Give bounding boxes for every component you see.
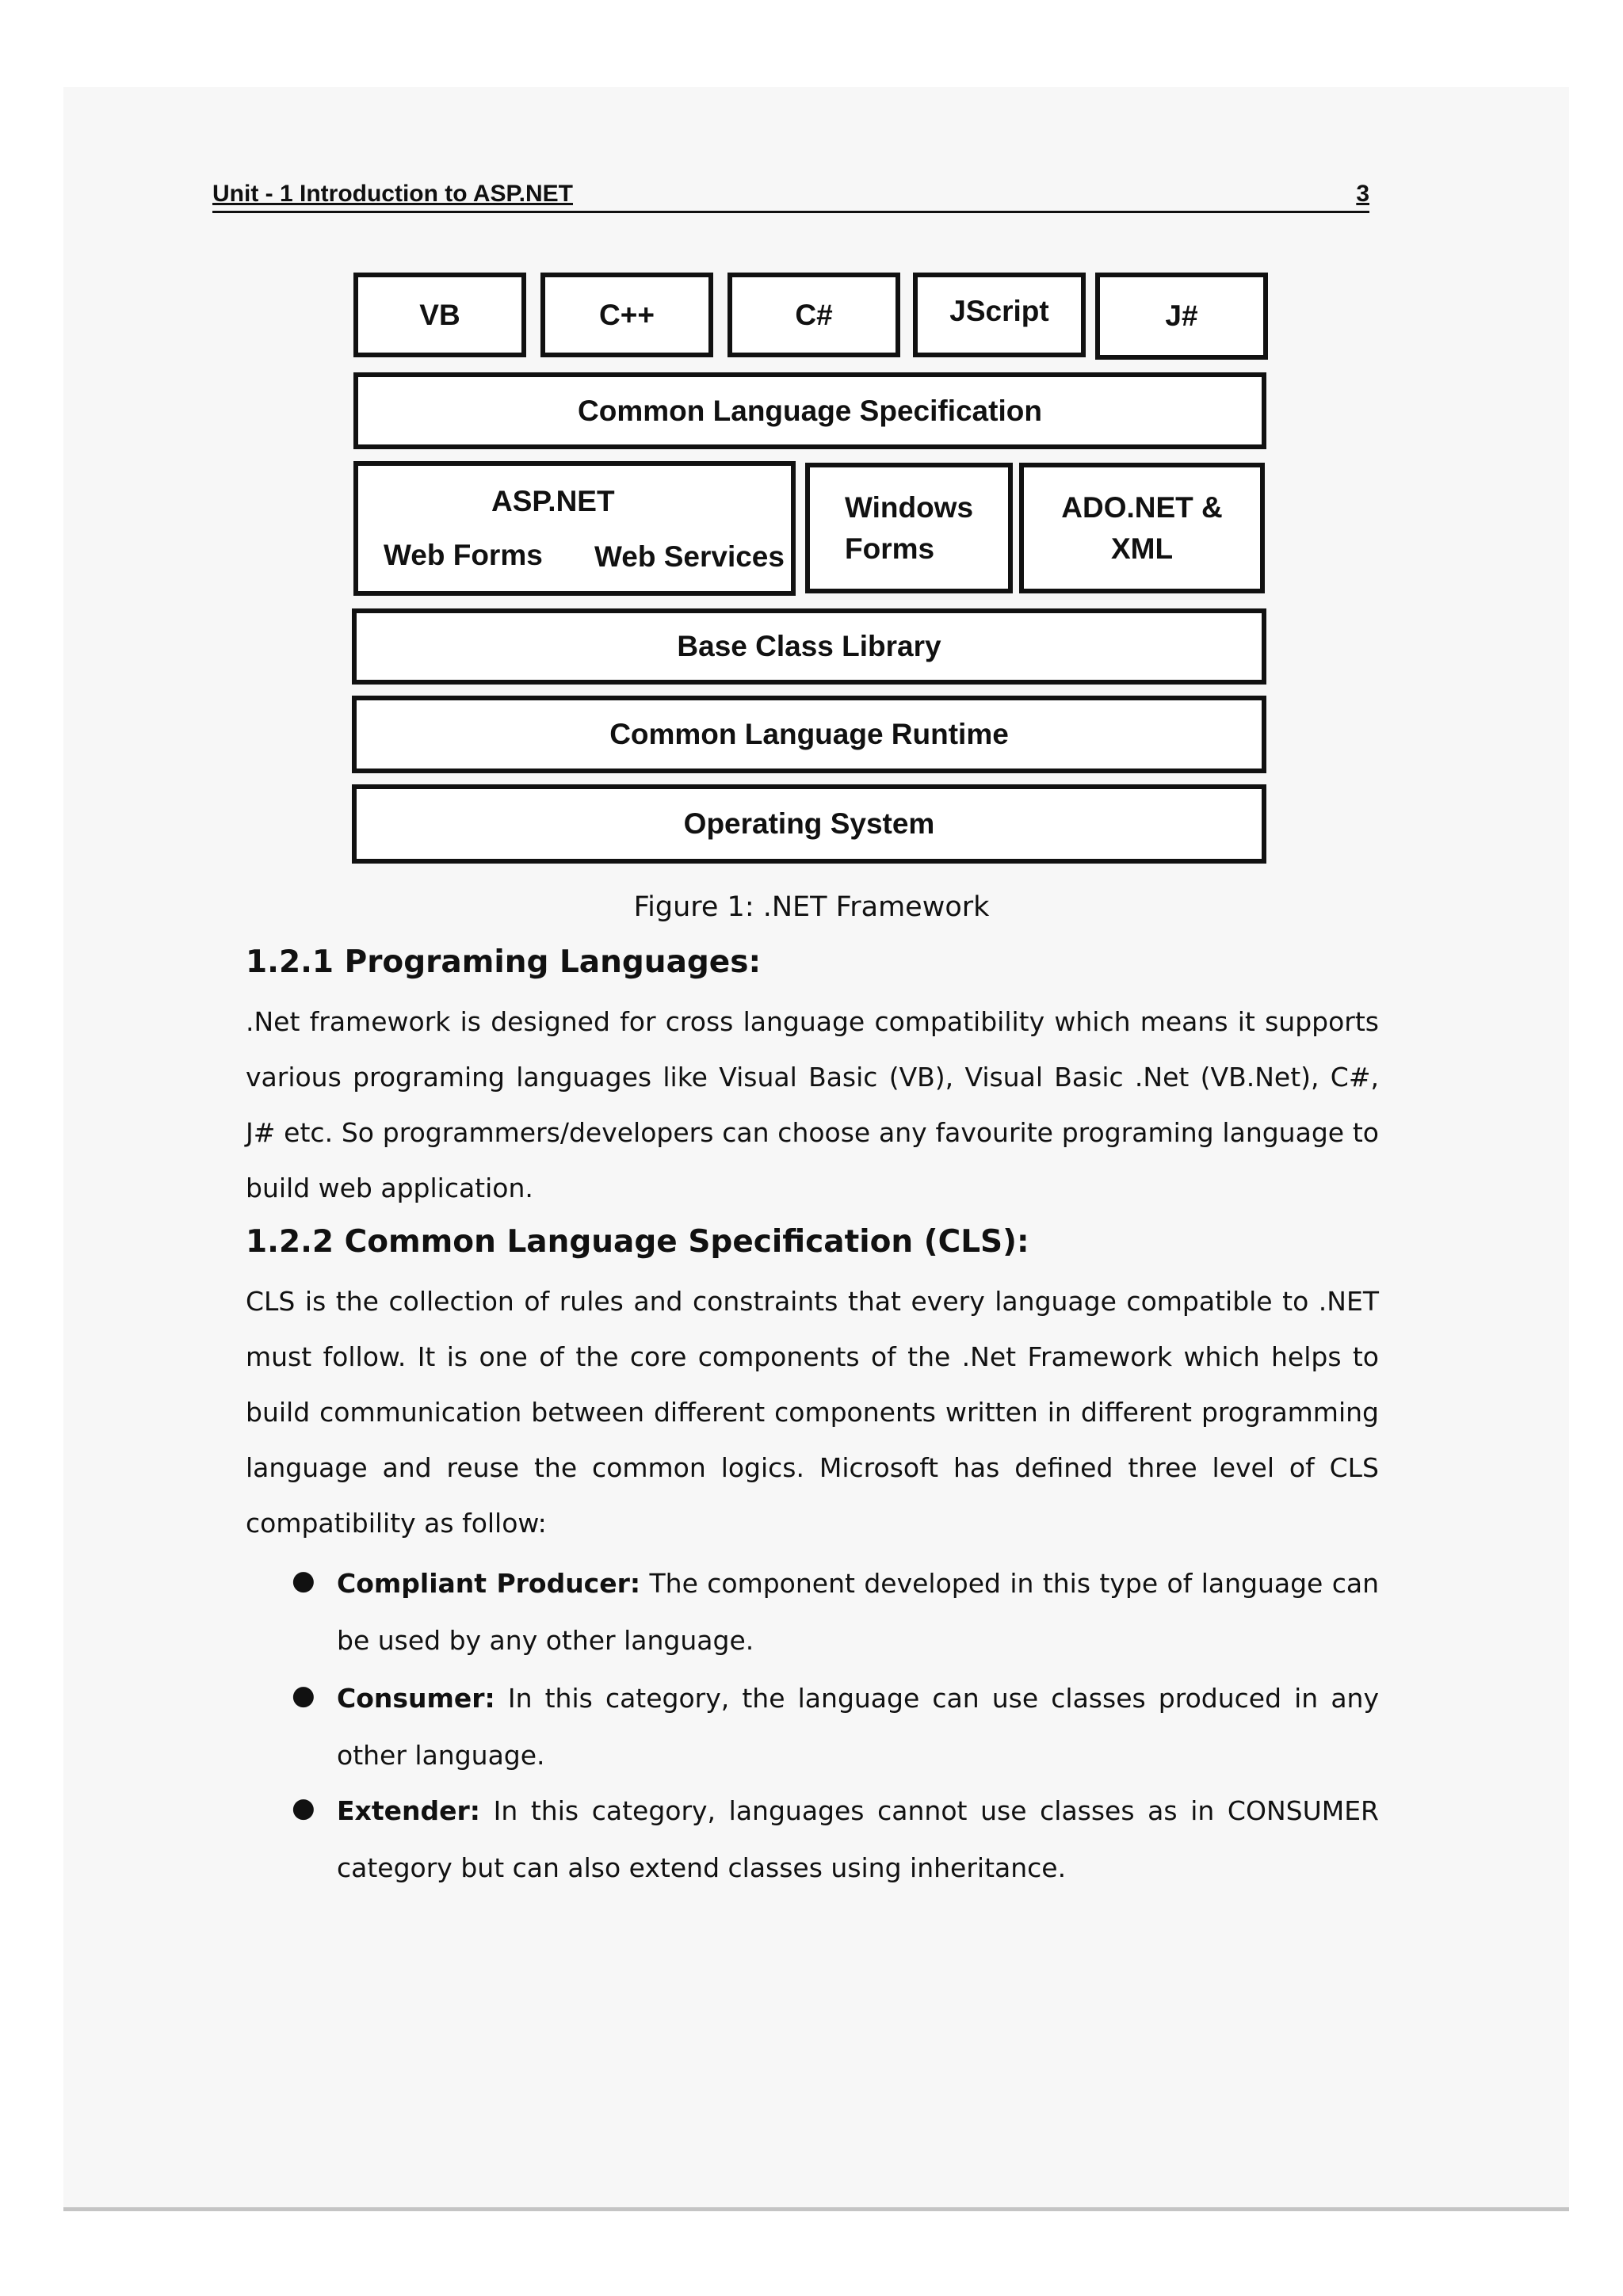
list-item: Compliant Producer: The component developed in this type of language can be used by any other language. — [337, 1568, 1379, 1656]
lang-box-vb: VB — [353, 273, 526, 357]
paragraph-cls: CLS is the collection of rules and constraints that every language compatible to .NET must follow. It is one of the core components of the .Net Framework which helps to build communication between different components written in different programming language and reuse the common logics. Microsoft has defined three level of CLS compatibility as follow: — [246, 1286, 1379, 1539]
page-header — [212, 181, 1369, 213]
header-title: Unit - 1 Introduction to ASP.NET — [212, 181, 573, 207]
section-heading-cls: 1.2.2 Common Language Specification (CLS): — [246, 1224, 1029, 1260]
list-item: Consumer: In this category, the language can use classes produced in any other language. — [337, 1683, 1379, 1771]
lang-box-csharp: C# — [727, 273, 900, 357]
page-bottom-border — [63, 2207, 1569, 2211]
aspnet-title: ASP.NET — [491, 485, 615, 517]
windows-forms-box: Windows Forms — [805, 463, 1013, 593]
paragraph-programing-languages: .Net framework is designed for cross language compatibility which means it supports various programing languages like Visual Basic (VB), Visual Basic .Net (VB.Net), C#, J# etc. So programmers/developers can choose any favourite programing language to build web application. — [246, 1006, 1379, 1203]
bullet-marker: ● — [292, 1792, 315, 1824]
lang-box-cpp: C++ — [540, 273, 713, 357]
figure-caption: Figure 1: .NET Framework — [633, 891, 990, 923]
bullet-marker: ● — [292, 1680, 315, 1711]
web-services-label: Web Services — [594, 540, 785, 573]
clr-box: Common Language Runtime — [352, 696, 1266, 773]
bullet-marker: ● — [292, 1565, 315, 1596]
cls-box: Common Language Specification — [353, 372, 1266, 449]
aspnet-box — [353, 461, 796, 596]
base-class-library-box: Base Class Library — [352, 608, 1266, 685]
operating-system-box: Operating System — [352, 784, 1266, 864]
lang-box-jscript: JScript — [913, 273, 1086, 357]
web-forms-label: Web Forms — [384, 539, 543, 571]
section-heading-programing-languages: 1.2.1 Programing Languages: — [246, 944, 762, 980]
adonet-xml-box: ADO.NET & XML — [1019, 463, 1265, 593]
list-item: Extender: In this category, languages cannot use classes as in CONSUMER category but can also extend classes using inheritance. — [337, 1795, 1379, 1883]
page-number: 3 — [1356, 181, 1369, 207]
lang-box-jsharp: J# — [1095, 273, 1268, 360]
